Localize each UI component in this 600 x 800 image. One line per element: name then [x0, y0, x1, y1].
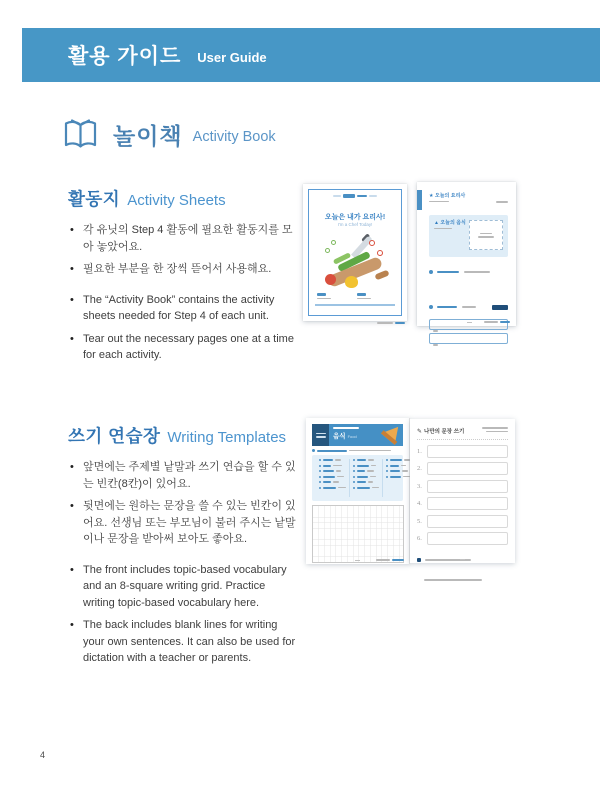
worksheet-row1-label: ★ 오늘의 요리사	[429, 193, 465, 202]
pizza-icon	[381, 421, 405, 445]
worksheet-footer-text	[484, 321, 510, 323]
activity-book-heading	[62, 118, 276, 151]
worksheet-row-chef	[429, 193, 508, 211]
cover-top-strip	[309, 194, 401, 198]
book-title-english: Activity Book	[192, 129, 276, 145]
open-book-icon	[62, 119, 99, 150]
back-page-title: ✎ 나만의 문장 쓰기	[417, 429, 465, 435]
english-bullet-list	[68, 292, 300, 364]
section-heading	[68, 186, 300, 211]
sentence-line: 5.	[417, 515, 508, 528]
cover-footer-text	[377, 322, 405, 324]
bullet-item: • The “Activity Book” contains the activity sheets needed for Step 4 of each unit.	[68, 292, 300, 325]
series-label-box	[312, 424, 329, 446]
writing-front-page	[306, 418, 410, 564]
worksheet-food-box	[429, 215, 508, 257]
front-instruction-line	[312, 449, 403, 452]
activity-cover-thumbnail	[303, 184, 407, 321]
writing-box-2	[429, 333, 508, 344]
korean-bullet-list	[68, 222, 300, 278]
bullet-item: • 앞면에는 주제별 낱말과 쓰기 연습을 할 수 있는 빈칸(8칸)이 있어요.	[68, 459, 300, 492]
sentence-line: 4.	[417, 497, 508, 510]
pencil-icon: ✎	[417, 429, 423, 435]
worksheet-lower-heading	[429, 298, 508, 316]
topic-header-bar	[329, 424, 403, 446]
vegetables-illustration	[323, 232, 387, 290]
korean-bullet-list	[68, 459, 300, 548]
name-date-fields	[317, 293, 393, 299]
section-heading-korean: 활동지	[68, 189, 121, 209]
section-heading	[68, 423, 300, 448]
bullet-item: • The back includes blank lines for writing your own sentences. It can also be used for dictation with a teacher or parents.	[68, 617, 300, 667]
book-title-korean: 놀이책	[113, 123, 183, 149]
writing-template-spread	[306, 418, 515, 564]
cover-bottom-line	[315, 304, 395, 307]
vocabulary-box	[312, 455, 403, 501]
cover-title-korean: 오늘은 내가 요리사!	[324, 214, 386, 221]
bullet-item: • Tear out the necessary pages one at a time for each activity.	[68, 331, 300, 364]
back-page-header	[417, 427, 508, 440]
english-bullet-list	[68, 562, 300, 667]
sentence-line: 1.	[417, 445, 508, 458]
sentence-line: 6.	[417, 532, 508, 545]
banner-title-english: User Guide	[197, 49, 267, 65]
section-activity-sheets	[68, 186, 300, 370]
bullet-item: • 뒷면에는 원하는 문장을 쓸 수 있는 빈칸이 있어요. 선생님 또는 부모님이 불러 주시는 낱말이나 문장을 받아써 보아도 좋아요.	[68, 498, 300, 548]
worksheet-middle-row	[429, 263, 508, 281]
page-marker	[355, 560, 360, 562]
sentence-line: 3.	[417, 480, 508, 493]
writing-back-page	[410, 419, 515, 563]
worksheet-row2-label: ▲ 오늘의 음식	[434, 220, 466, 252]
front-page-header	[312, 424, 403, 446]
level-badge	[492, 305, 508, 310]
page-number: 4	[40, 750, 46, 760]
page-banner	[22, 28, 600, 82]
bullet-item: • 필요한 부분을 한 장씩 뜯어서 사용해요.	[68, 261, 300, 278]
section-heading-korean: 쓰기 연습장	[68, 426, 161, 446]
photo-placeholder	[469, 220, 503, 250]
banner-title-korean: 활용 가이드	[68, 45, 182, 68]
topic-title: 음식 Food	[333, 433, 357, 440]
sentence-line: 2.	[417, 462, 508, 475]
page-marker	[467, 322, 472, 324]
worksheet-side-tab	[417, 190, 422, 210]
writing-practice-grid	[312, 505, 404, 563]
bullet-item: • The front includes topic-based vocabulary and an 8-square writing grid. Practice writing topic-based vocabulary here.	[68, 562, 300, 612]
bullet-item: • 각 유닛의 Step 4 활동에 필요한 활동지를 모아 놓았어요.	[68, 222, 300, 255]
activity-worksheet-thumbnail	[417, 182, 516, 326]
page-marker	[460, 559, 465, 561]
front-footer-text	[376, 559, 404, 561]
section-heading-english: Writing Templates	[167, 429, 287, 446]
back-page-note	[417, 551, 508, 589]
section-heading-english: Activity Sheets	[127, 192, 226, 209]
cover-blue-frame	[308, 189, 402, 316]
cover-title-english: I'm a Chef Today!	[337, 222, 373, 227]
section-writing-templates	[68, 423, 300, 673]
